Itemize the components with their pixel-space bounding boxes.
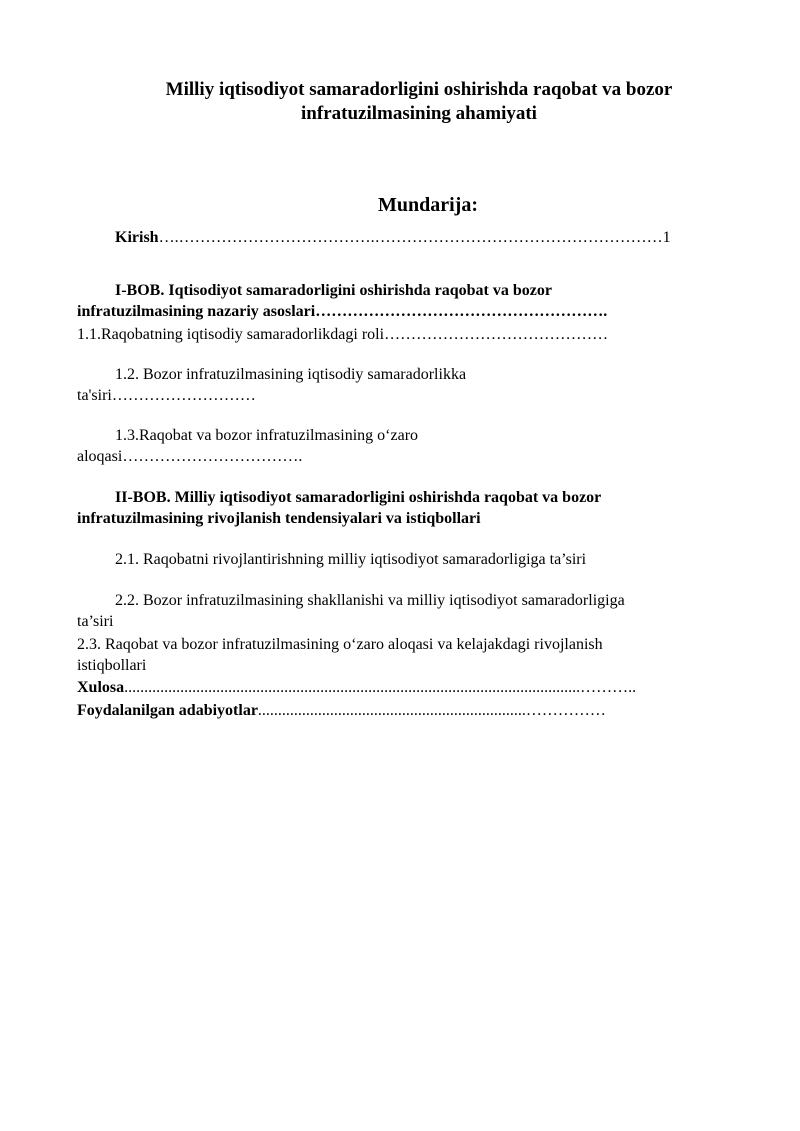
title-line-1: Milliy iqtisodiyot samaradorligini oshirishda raqobat va bozor <box>165 79 673 100</box>
section-1-3-line-1: 1.3.Raqobat va bozor infratuzilmasining o‘zaro <box>115 427 419 444</box>
toc-entry-2-2 <box>77 591 737 632</box>
chapter-1-leader: ………………………………………………. <box>315 302 608 320</box>
kirish-label: Kirish <box>115 229 159 246</box>
section-2-2-line-2: ta’siri <box>77 612 114 630</box>
xulosa-label: Xulosa <box>77 679 125 696</box>
references-label: Foydalanilgan adabiyotlar <box>77 702 258 719</box>
toc-entry-1-3 <box>77 426 737 467</box>
toc-entry-kirish <box>77 228 737 249</box>
section-1-1-text: 1.1.Raqobatning iqtisodiy samaradorlikdagi roli <box>77 326 385 343</box>
references-leader: ...................................................................…………… <box>257 702 606 719</box>
xulosa-leader: ..................................................................................................................……….. <box>124 679 637 696</box>
toc-entry-chapter-2 <box>77 488 737 529</box>
chapter-1-line-2: infratuzilmasining nazariy asoslari <box>77 302 316 320</box>
section-2-2-line-1: 2.2. Bozor infratuzilmasining shakllanishi va milliy iqtisodiyot samaradorligiga <box>115 592 625 609</box>
toc-entry-1-1 <box>77 325 737 346</box>
toc-entry-1-2 <box>77 365 737 406</box>
section-1-2-line-1: 1.2. Bozor infratuzilmasining iqtisodiy samaradorlikka <box>115 366 467 383</box>
chapter-1-line-1: I-BOB. Iqtisodiyot samaradorligini oshirishda raqobat va bozor <box>115 282 552 299</box>
chapter-2-line-1: II-BOB. Milliy iqtisodiyot samaradorligini oshirishda raqobat va bozor <box>115 489 602 506</box>
toc-entry-references <box>77 701 737 722</box>
toc-entry-xulosa <box>77 678 737 699</box>
section-2-3-line-1: 2.3. Raqobat va bozor infratuzilmasining o‘zaro aloqasi va kelajakdagi rivojlanish <box>77 636 603 653</box>
section-1-3-leader: ……………………………. <box>122 447 303 465</box>
section-1-3-line-2: aloqasi <box>77 447 123 465</box>
toc-entry-2-1: 2.1. Raqobatni rivojlantirishning milliy iqtisodiyot samaradorligiga ta’siri <box>115 551 587 568</box>
section-1-1-leader: …………………………………… <box>384 326 609 343</box>
toc-entry-2-3 <box>77 635 737 676</box>
title-line-2: infratuzilmasining ahamiyati <box>301 103 537 124</box>
kirish-page-number: 1 <box>662 229 671 246</box>
toc-heading: Mundarija: <box>378 194 478 216</box>
document-title <box>78 78 760 126</box>
section-2-3-line-2: istiqbollari <box>77 656 147 674</box>
toc-entry-chapter-1 <box>77 281 737 322</box>
section-1-2-line-2: ta'siri <box>77 386 112 404</box>
section-1-2-leader: ……………………… <box>111 386 256 404</box>
kirish-leader: ….……………………………….……………………………………………… <box>158 229 663 246</box>
chapter-2-line-2: infratuzilmasining rivojlanish tendensiyalari va istiqbollari <box>77 509 481 527</box>
